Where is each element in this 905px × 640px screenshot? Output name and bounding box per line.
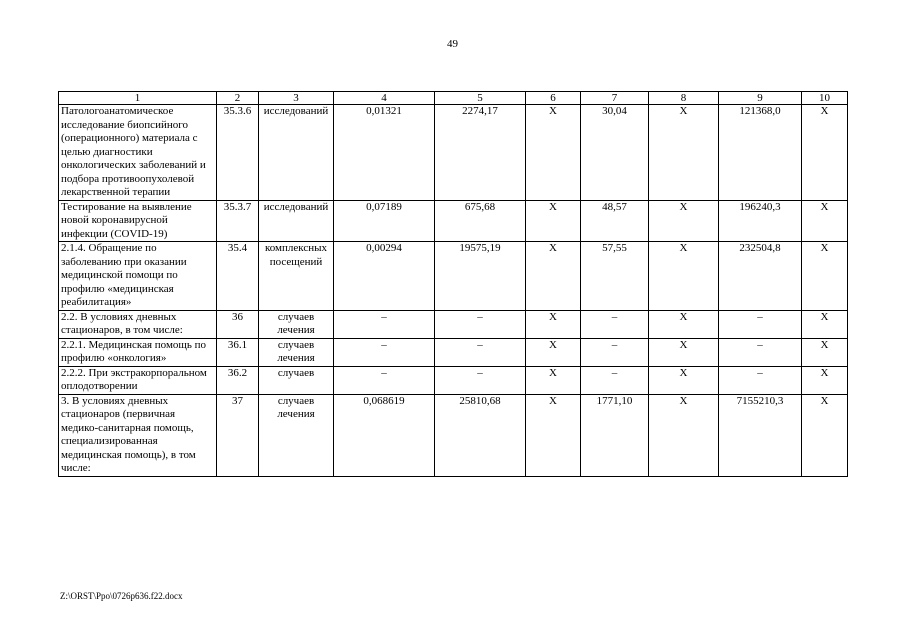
row-name-cell: 3. В условиях дневных стационаров (первичная медико-санитарная помощь, специализированная медицинская помощь), в том числе: [59,394,217,476]
table-cell: X [526,105,581,201]
table-cell: случаев лечения [259,338,334,366]
table-cell: X [802,394,848,476]
data-table [58,91,848,477]
table-row [59,105,848,201]
table-row [59,200,848,242]
table-cell: – [719,338,802,366]
header-cell: 5 [435,92,526,105]
table-cell: – [581,366,649,394]
table-cell: 1771,10 [581,394,649,476]
row-name-cell: Тестирование на выявление новой коронавирусной инфекции (COVID-19) [59,200,217,242]
table-cell: X [649,105,719,201]
header-cell: 3 [259,92,334,105]
table-cell: 2274,17 [435,105,526,201]
table-cell: X [526,366,581,394]
table-cell: X [802,366,848,394]
footer-file-path: Z:\ORST\Ppo\0726p636.f22.docx [60,591,183,601]
table-cell: 25810,68 [435,394,526,476]
table-cell: X [802,200,848,242]
table-cell: X [526,242,581,311]
table-cell: исследований [259,200,334,242]
table-cell: 19575,19 [435,242,526,311]
table-cell: 0,00294 [334,242,435,311]
table-cell: X [649,200,719,242]
table-cell: 35.4 [217,242,259,311]
table-cell: комплексных посещений [259,242,334,311]
table-cell: X [802,105,848,201]
header-cell: 8 [649,92,719,105]
table-cell: X [526,394,581,476]
table-row [59,242,848,311]
row-name-cell: 2.2.2. При экстракорпоральном оплодотворении [59,366,217,394]
table-cell: 36 [217,310,259,338]
header-cell: 9 [719,92,802,105]
table-cell: – [334,366,435,394]
header-cell: 1 [59,92,217,105]
header-cell: 7 [581,92,649,105]
table-cell: – [435,338,526,366]
table-cell: 0,01321 [334,105,435,201]
table-cell: 0,068619 [334,394,435,476]
table-cell: 57,55 [581,242,649,311]
table-cell: – [719,366,802,394]
table-cell: – [435,366,526,394]
table-cell: 0,07189 [334,200,435,242]
table-cell: 675,68 [435,200,526,242]
table-cell: X [802,242,848,311]
table-row [59,338,848,366]
table-cell: X [649,366,719,394]
table-cell: случаев лечения [259,394,334,476]
table-cell: X [802,310,848,338]
table-cell: 232504,8 [719,242,802,311]
table-cell: X [802,338,848,366]
page-number: 49 [447,38,458,50]
table-cell: – [719,310,802,338]
header-cell: 4 [334,92,435,105]
table-row [59,394,848,476]
table-cell: X [526,338,581,366]
table-cell: 121368,0 [719,105,802,201]
table-cell: X [649,242,719,311]
table-cell: 37 [217,394,259,476]
table-cell: 30,04 [581,105,649,201]
table-cell: – [581,338,649,366]
table-cell: 36.1 [217,338,259,366]
table-cell: 35.3.6 [217,105,259,201]
table-row [59,366,848,394]
header-cell: 6 [526,92,581,105]
table-cell: X [649,338,719,366]
table-cell: 36.2 [217,366,259,394]
table-cell: 48,57 [581,200,649,242]
table-cell: 35.3.7 [217,200,259,242]
table-cell: 196240,3 [719,200,802,242]
table-cell: случаев [259,366,334,394]
header-row [59,92,848,105]
table-body [59,92,848,477]
header-cell: 10 [802,92,848,105]
table-cell: – [334,310,435,338]
table-cell: X [526,310,581,338]
table-cell: X [649,394,719,476]
header-cell: 2 [217,92,259,105]
row-name-cell: 2.1.4. Обращение по заболеванию при оказании медицинской помощи по профилю «медицинская реабилитация» [59,242,217,311]
table-cell: X [526,200,581,242]
table-cell: 7155210,3 [719,394,802,476]
table-cell: случаев лечения [259,310,334,338]
row-name-cell: 2.2.1. Медицинская помощь по профилю «онкология» [59,338,217,366]
table-row [59,310,848,338]
table-cell: – [334,338,435,366]
table-cell: X [649,310,719,338]
table-cell: – [435,310,526,338]
table-cell: – [581,310,649,338]
table-cell: исследований [259,105,334,201]
row-name-cell: Патологоанатомическое исследование биопсийного (операционного) материала с целью диагностики онкологических заболеваний и подбора противоопухолевой лекарственной терапии [59,105,217,201]
row-name-cell: 2.2. В условиях дневных стационаров, в том числе: [59,310,217,338]
